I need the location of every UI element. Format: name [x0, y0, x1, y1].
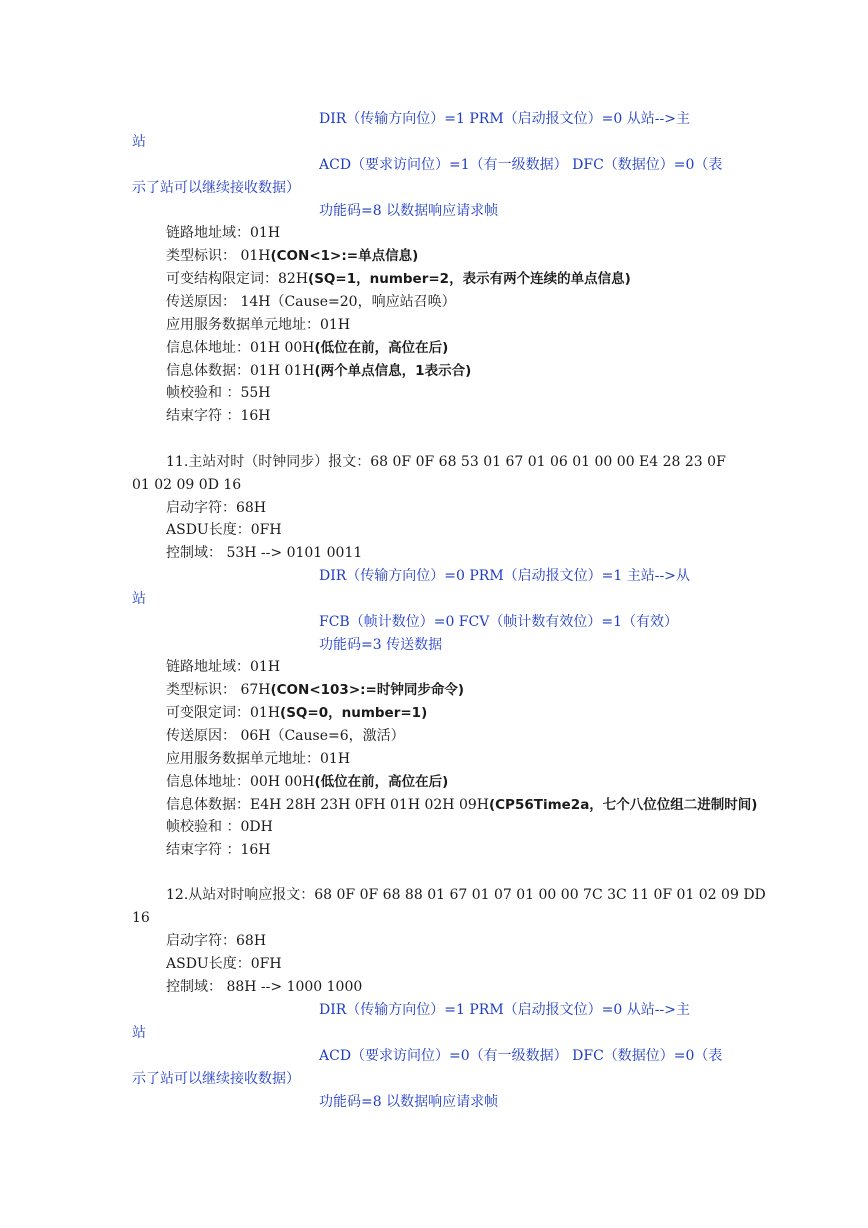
link-address: 链路地址域：01H — [166, 225, 281, 241]
link-address: 链路地址域：01H — [166, 659, 281, 675]
control-field: 控制域： 88H --> 1000 1000 — [166, 979, 363, 995]
type-id: 类型标识： 01H(CON<1>:=单点信息) — [166, 248, 419, 264]
variable-structure-qualifier: 可变限定词：01H(SQ=0，number=1) — [166, 705, 428, 721]
info-object-address: 信息体地址：01H 00H(低位在前，高位在后) — [166, 340, 449, 356]
section-heading-11-wrap: 01 02 09 0D 16 — [132, 477, 242, 493]
end-char: 结束字符 ：16H — [166, 408, 271, 424]
control-acd-wrap: 示了站可以继续接收数据） — [132, 1071, 300, 1087]
asdu-length: ASDU长度：0FH — [166, 956, 282, 972]
type-id: 类型标识： 67H(CON<103>:=时钟同步命令) — [166, 682, 465, 698]
control-dir-line: DIR（传输方向位）=0 PRM（启动报文位）=1 主站-->从 — [319, 568, 690, 584]
frame-checksum: 帧校验和 ：55H — [166, 385, 271, 401]
section-heading-12-wrap: 16 — [132, 910, 150, 926]
function-code: 功能码=3 传送数据 — [319, 637, 443, 653]
control-acd-line: ACD（要求访问位）=0（有一级数据） DFC（数据位）=0（表 — [319, 1048, 723, 1064]
control-field: 控制域： 53H --> 0101 0011 — [166, 545, 363, 561]
asdu-address: 应用服务数据单元地址：01H — [166, 317, 351, 333]
info-object-address: 信息体地址：00H 00H(低位在前，高位在后) — [166, 774, 449, 790]
info-object-data: 信息体数据：01H 01H(两个单点信息，1表示合) — [166, 363, 472, 379]
control-dir-wrap: 站 — [132, 591, 146, 607]
cause-of-transmission: 传送原因： 06H（Cause=6，激活） — [166, 728, 405, 744]
function-code: 功能码=8 以数据响应请求帧 — [319, 1094, 499, 1110]
asdu-length: ASDU长度：0FH — [166, 522, 282, 538]
control-fcb-line: FCB（帧计数位）=0 FCV（帧计数有效位）=1（有效） — [319, 614, 678, 630]
asdu-address: 应用服务数据单元地址：01H — [166, 751, 351, 767]
frame-checksum: 帧校验和 ：0DH — [166, 819, 273, 835]
start-char: 启动字符：68H — [166, 933, 267, 949]
control-dir-wrap: 站 — [132, 1025, 146, 1041]
start-char: 启动字符：68H — [166, 500, 267, 516]
control-dir-line: DIR（传输方向位）=1 PRM（启动报文位）=0 从站-->主 — [319, 1002, 690, 1018]
section-heading-12: 12.从站对时响应报文：68 0F 0F 68 88 01 67 01 07 01 00 00 7C 3C 11 0F 01 02 09 DD — [166, 887, 766, 903]
control-acd-wrap: 示了站可以继续接收数据） — [132, 180, 300, 196]
cause-of-transmission: 传送原因： 14H（Cause=20，响应站召唤） — [166, 294, 456, 310]
control-acd-line: ACD（要求访问位）=1（有一级数据） DFC（数据位）=0（表 — [319, 157, 723, 173]
section-heading-11: 11.主站对时（时钟同步）报文：68 0F 0F 68 53 01 67 01 06 01 00 00 E4 28 23 0F — [166, 454, 726, 470]
control-dir-line: DIR（传输方向位）=1 PRM（启动报文位）=0 从站-->主 — [319, 111, 690, 127]
info-object-data: 信息体数据：E4H 28H 23H 0FH 01H 02H 09H(CP56Time2a，七个八位位组二进制时间) — [166, 797, 758, 813]
control-dir-wrap: 站 — [132, 134, 146, 150]
end-char: 结束字符 ：16H — [166, 842, 271, 858]
variable-structure-qualifier: 可变结构限定词：82H(SQ=1，number=2，表示有两个连续的单点信息) — [166, 271, 631, 287]
function-code: 功能码=8 以数据响应请求帧 — [319, 203, 499, 219]
